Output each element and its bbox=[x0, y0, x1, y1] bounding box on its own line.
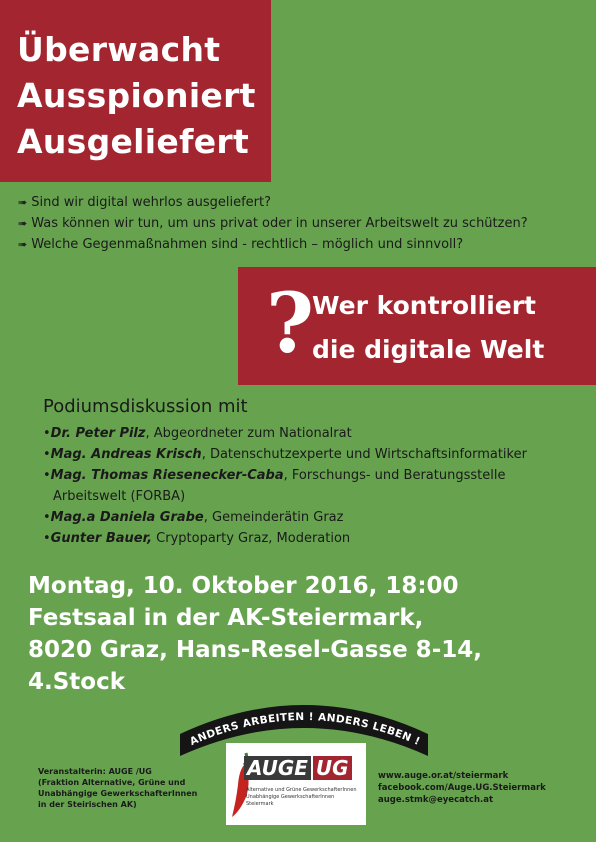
event-floor: 4.Stock bbox=[28, 669, 126, 695]
speaker-item: •Mag. Thomas Riesenecker-Caba, Forschungs- und Beratungsstelle bbox=[43, 468, 506, 483]
speaker-desc: Gemeinderätin Graz bbox=[212, 510, 344, 525]
speaker-name: Mag.a Daniela Grabe bbox=[50, 510, 204, 525]
headline-line-2: die digitale Welt bbox=[312, 335, 545, 364]
title-line-2: Ausspioniert bbox=[17, 76, 256, 115]
separator: , bbox=[145, 426, 154, 441]
organizer-line: Veranstalterin: AUGE /UG bbox=[38, 767, 152, 776]
speaker-item: •Dr. Peter Pilz, Abgeordneter zum Nationalrat bbox=[43, 426, 352, 441]
contact-info bbox=[378, 770, 546, 806]
title-line-3: Ausgeliefert bbox=[17, 122, 250, 161]
logo-sub-line: Steiermark bbox=[246, 801, 274, 807]
podium-title: Podiumsdiskussion mit bbox=[43, 396, 248, 417]
organizer-line: Unabhängige GewerkschafterInnen bbox=[38, 789, 198, 798]
speaker-desc: Abgeordneter zum Nationalrat bbox=[153, 426, 352, 441]
title-box bbox=[0, 0, 271, 182]
logo-sub-line: Alternative und Grüne GewerkschafterInnen bbox=[246, 787, 357, 793]
speaker-desc-continued: Arbeitswelt (FORBA) bbox=[53, 489, 186, 504]
question-text: Welche Gegenmaßnahmen sind - rechtlich – möglich und sinnvoll? bbox=[31, 237, 464, 252]
question-item bbox=[18, 192, 528, 213]
arrow-right-icon: ➠ bbox=[18, 217, 28, 230]
speaker-item: •Mag.a Daniela Grabe, Gemeinderätin Graz bbox=[43, 510, 344, 525]
question-item bbox=[18, 234, 528, 255]
arrow-right-icon: ➠ bbox=[18, 196, 28, 209]
separator: , bbox=[203, 510, 213, 525]
banner-text: ANDERS ARBEITEN ! ANDERS LEBEN ! bbox=[188, 710, 422, 749]
event-date: Montag, 10. Oktober 2016, 18:00 bbox=[28, 573, 459, 599]
event-address: 8020 Graz, Hans-Resel-Gasse 8-14, bbox=[28, 637, 482, 663]
speaker-item: •Mag. Andreas Krisch, Datenschutzexperte und Wirtschaftsinformatiker bbox=[43, 447, 527, 462]
speaker-name: Mag. Thomas Riesenecker-Caba bbox=[50, 468, 284, 483]
speaker-item: •Gunter Bauer, Cryptoparty Graz, Moderation bbox=[43, 531, 351, 546]
question-mark: ? bbox=[266, 276, 315, 372]
logo-sub-line: Unabhängige GewerkschafterInnen bbox=[246, 794, 335, 800]
event-info bbox=[28, 570, 482, 698]
organizer-line: (Fraktion Alternative, Grüne und bbox=[38, 778, 186, 787]
email-link[interactable]: auge.stmk@eyecatch.at bbox=[378, 795, 494, 805]
website-link[interactable]: www.auge.or.at/steiermark bbox=[378, 771, 509, 781]
speaker-name: Mag. Andreas Krisch bbox=[50, 447, 202, 462]
separator: , bbox=[201, 447, 210, 462]
speaker-desc: Cryptoparty Graz, Moderation bbox=[156, 531, 351, 546]
question-text: Sind wir digital wehrlos ausgeliefert? bbox=[31, 195, 272, 210]
speaker-list bbox=[43, 423, 527, 549]
logo-ug: UG bbox=[313, 756, 352, 780]
separator: , bbox=[283, 468, 292, 483]
arrow-right-icon: ➠ bbox=[18, 238, 28, 251]
speaker-desc: Forschungs- und Beratungsstelle bbox=[291, 468, 506, 483]
title-line-1: Überwacht bbox=[17, 30, 221, 69]
speaker-name: Gunter Bauer, bbox=[50, 531, 153, 546]
question-list bbox=[18, 192, 528, 255]
logo-subtitle bbox=[246, 787, 357, 808]
logo-wordmark bbox=[244, 757, 362, 779]
speaker-name: Dr. Peter Pilz bbox=[50, 426, 146, 441]
organizer-line: in der Steirischen AK) bbox=[38, 800, 137, 809]
organizer-info bbox=[38, 766, 197, 810]
event-venue: Festsaal in der AK-Steiermark, bbox=[28, 605, 424, 631]
question-text: Was können wir tun, um uns privat oder in unserer Arbeitswelt zu schützen? bbox=[31, 216, 528, 231]
facebook-link[interactable]: facebook.com/Auge.UG.Steiermark bbox=[378, 783, 546, 793]
speaker-desc: Datenschutzexperte und Wirtschaftsinformatiker bbox=[209, 447, 527, 462]
headline-line-1: Wer kontrolliert bbox=[312, 291, 536, 320]
question-item bbox=[18, 213, 528, 234]
auge-ug-logo bbox=[226, 743, 366, 825]
logo-auge: AUGE bbox=[244, 756, 311, 780]
